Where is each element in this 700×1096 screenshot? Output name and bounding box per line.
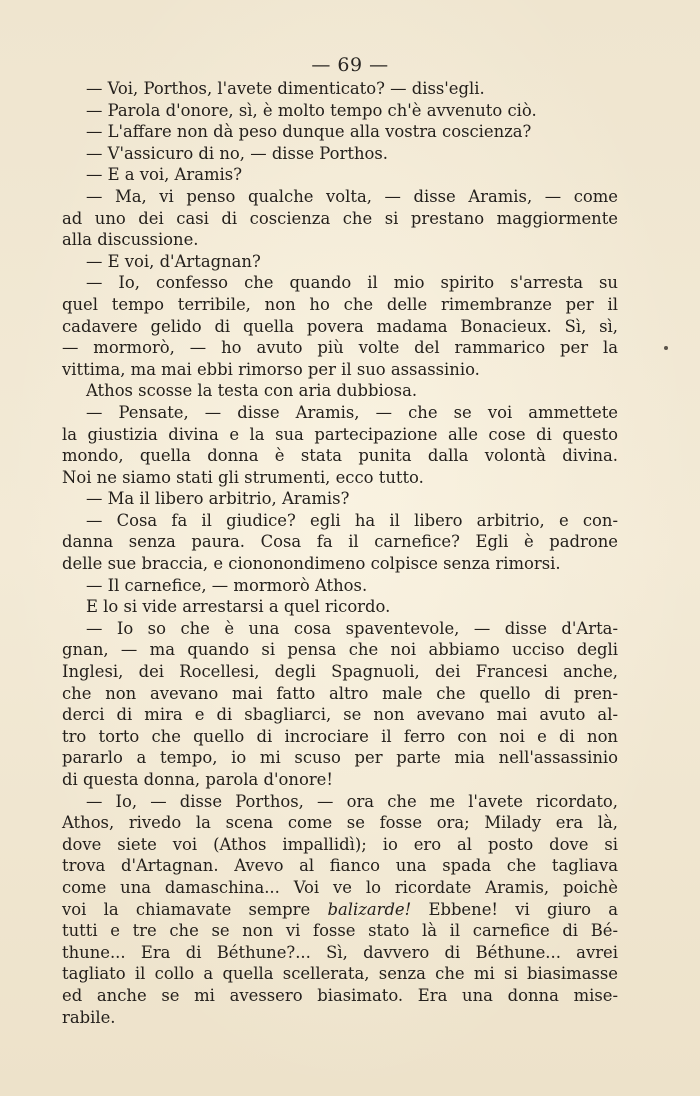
text-line: pararlo a tempo, io mi scuso per parte mia nell'assassinio bbox=[62, 748, 618, 768]
text-line: voi la chiamavate sempre balizarde! Ebbene! vi giuro a bbox=[62, 899, 618, 919]
text-line: — Parola d'onore, sì, è molto tempo ch'è avvenuto ciò. bbox=[86, 100, 537, 120]
text-line: E lo si vide arrestarsi a quel ricordo. bbox=[86, 597, 391, 617]
text-line: che non avevano mai fatto altro male che quello di pren- bbox=[62, 683, 618, 703]
text-line: di questa donna, parola d'onore! bbox=[62, 770, 333, 789]
text-line: — mormorò, — ho avuto più volte del rammarico per la bbox=[62, 338, 618, 358]
text-line: — E a voi, Aramis? bbox=[86, 165, 242, 185]
text-line: dove siete voi (Athos impallidì); io ero al posto dove si bbox=[62, 834, 618, 854]
text-line: alla discussione. bbox=[62, 230, 199, 250]
text-line: tro torto che quello di incrociare il ferro con noi e di non bbox=[62, 726, 618, 746]
text-line: ad uno dei casi di coscienza che si prestano maggiormente bbox=[62, 208, 618, 228]
text-line: quel tempo terribile, non ho che delle rimembranze per il bbox=[62, 294, 618, 314]
text-line: rabile. bbox=[62, 1007, 116, 1027]
italic-word: balizarde! bbox=[327, 899, 412, 919]
text-line: danna senza paura. Cosa fa il carnefice? Egli è padrone bbox=[62, 532, 618, 552]
text-line: trova d'Artagnan. Avevo al fianco una spada che tagliava bbox=[62, 856, 618, 876]
text-line: — Ma, vi penso qualche volta, — disse Aramis, — come bbox=[86, 186, 618, 206]
text-line: tagliato il collo a quella scellerata, senza che mi si biasimasse bbox=[62, 964, 618, 984]
body-text bbox=[62, 78, 618, 1028]
text-line: Athos scosse la testa con aria dubbiosa. bbox=[86, 381, 418, 401]
text-line: — Cosa fa il giudice? egli ha il libero arbitrio, e con- bbox=[86, 510, 618, 530]
page-number: — 69 — bbox=[311, 54, 389, 76]
text-line: tutti e tre che se non vi fosse stato là il carnefice di Bé- bbox=[62, 921, 618, 941]
ink-speck bbox=[664, 346, 668, 350]
text-line: — Ma il libero arbitrio, Aramis? bbox=[86, 489, 350, 509]
text-line: — Il carnefice, — mormorò Athos. bbox=[86, 575, 368, 595]
text-line: delle sue braccia, e ciononondimeno colpisce senza rimorsi. bbox=[62, 554, 561, 574]
text-line: — Io so che è una cosa spaventevole, — disse d'Arta- bbox=[86, 618, 618, 638]
text-line: derci di mira e di sbagliarci, se non avevano mai avuto al- bbox=[62, 705, 618, 725]
text-line: — Pensate, — disse Aramis, — che se voi ammettete bbox=[86, 402, 618, 422]
text-line: — Io, — disse Porthos, — ora che me l'avete ricordato, bbox=[86, 791, 618, 811]
text-line: cadavere gelido di quella povera madama Bonacieux. Sì, sì, bbox=[62, 316, 618, 336]
text-line: — Io, confesso che quando il mio spirito s'arresta su bbox=[86, 273, 618, 293]
text-line: — Voi, Porthos, l'avete dimenticato? — diss'egli. bbox=[86, 79, 485, 98]
text-line: Inglesi, dei Rocellesi, degli Spagnuoli, dei Francesi anche, bbox=[62, 662, 618, 682]
text-line: come una damaschina... Voi ve lo ricordate Aramis, poichè bbox=[62, 877, 618, 897]
text-line: la giustizia divina e la sua partecipazione alle cose di questo bbox=[62, 424, 618, 444]
text-line: Athos, rivedo la scena come se fosse ora; Milady era là, bbox=[62, 813, 618, 833]
text-line: mondo, quella donna è stata punita dalla volontà divina. bbox=[62, 446, 618, 466]
text-line: gnan, — ma quando si pensa che noi abbiamo ucciso degli bbox=[62, 640, 618, 660]
text-line: thune... Era di Béthune?... Sì, davvero di Béthune... avrei bbox=[62, 942, 618, 962]
text-line: — L'affare non dà peso dunque alla vostra coscienza? bbox=[86, 122, 532, 142]
text-line: vittima, ma mai ebbi rimorso per il suo assassinio. bbox=[62, 359, 480, 379]
text-line: — E voi, d'Artagnan? bbox=[86, 251, 261, 271]
text-line: — V'assicuro di no, — disse Porthos. bbox=[86, 143, 388, 163]
text-line: ed anche se mi avessero biasimato. Era una donna mise- bbox=[62, 985, 618, 1005]
text-line: Noi ne siamo stati gli strumenti, ecco tutto. bbox=[62, 467, 424, 487]
